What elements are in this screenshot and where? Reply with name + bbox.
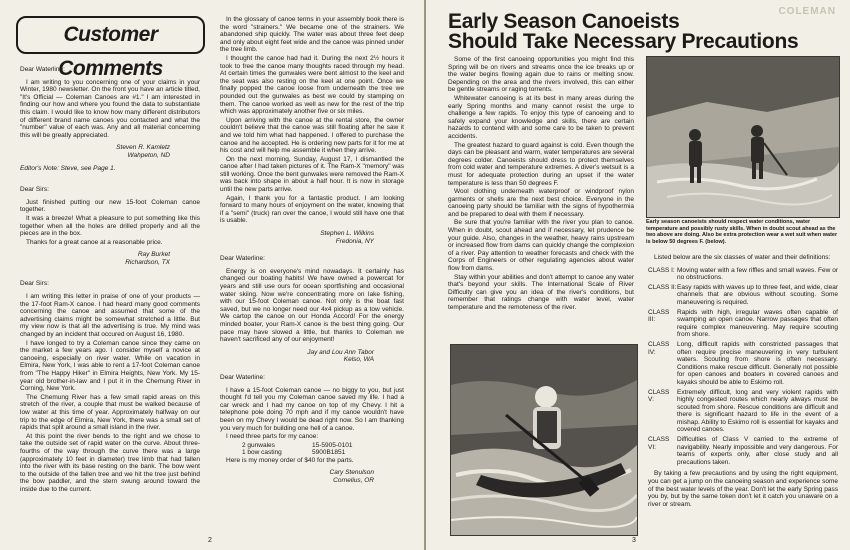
letter3-cont-p5: Again, I thank you for a fantastic product. I am looking forward to many hours of enjoyment on the water, knowing that if a "semi" (truck) ran over the canoe, I would still have one that is usable.: [220, 194, 404, 225]
letter3-cont-p2: I thought the canoe had had it. During the next 2½ hours it took to free the canoe many thoughts raced through my head. At certain times the gunwales were bent almost to the keel and the seat was also resting on the keel at one point. Once we finally popped the canoe loose from underneath the tree we pounded out the gunwales as best we could by stamping on them. The canoe worked as well as new for the rest of the trip which was approximately another five or six miles.: [220, 54, 404, 116]
letter2-p3: Thanks for a great canoe at a reasonable price.: [26, 238, 163, 246]
left-column-2: [220, 16, 404, 490]
letter1-salutation: Dear Waterline:: [20, 66, 65, 73]
class-key: CLASS V:: [648, 388, 670, 404]
article-p1: Some of the first canoeing opportunities you might find this Spring will be on rivers and streams once the ice breaks up or the water begins flowing again due to rains or melting snow. Depending on the area and the rivers involved, this can either be gentle streams or raging torrents.: [448, 56, 634, 94]
letter3-p4: At this point the river bends to the right and we chose to take the outside set of rapid water on the curve. About three-fourths of the way through the curve there was a large (approximately 10 feet in diameter) tree limb that had fallen into the river with its base resting on the bank. The bow went to the outside of the fallen tree and we hit the tree just behind the bow paddler, and the stern swung around toward the inside due to the current.: [20, 432, 200, 493]
article-p4: Wool clothing underneath waterproof or windproof nylon garments or shells are the next best choice. Everyone in the canoeing party should be familiar with the signs of hypothermia and be prepared to deal with them if necessary.: [448, 188, 634, 218]
letter4-signature: Jay and Lou Ann Tabor Kelso, WA: [307, 348, 374, 364]
class-item: [648, 284, 838, 307]
class-item: [648, 341, 838, 387]
part-number: 5900B1851: [312, 449, 346, 457]
class-item: [648, 389, 838, 435]
letter5-closing: Here is my money order of $40 for the parts.: [226, 456, 354, 464]
letter3-p1: I am writing this letter in praise of one of your products — the 17-foot Ram-X canoe. I had heard many good comments concerning the canoe and assumed that some of the advertising claims might be somewhat stretched a little. But my view now is that all the advertising is true. My mind was changed by an incident that occured on August 16, 1980.: [20, 293, 200, 339]
class-definition: Moving water with a few riffles and small waves. Few or no obstructions.: [677, 266, 838, 282]
article-p6: Stay within your abilities and don't attempt to canoe any water that's beyond your skills. The International Scale of River Difficulty can give you an idea of the river's conditions, but remember that ratings change with water level, water temperature and the remoteness of the river.: [448, 273, 634, 311]
class-item: [648, 309, 838, 339]
part-qty: 1 bow casting: [242, 449, 282, 457]
article-headline: [448, 12, 828, 52]
class-definition: Long, difficult rapids with constricted passages that often require precise maneuvering in very turbulent waters. Scouting from shore is often necessary. Conditions make rescue difficult. Generally not possible for open canoes and boaters in covered canoes and kayaks should be able to Eskimo roll.: [677, 340, 838, 386]
article-column-1: [448, 56, 634, 317]
article-p2: Whitewater canoeing is at its best in many areas during the early Spring months and many cannot resist the urge to challenge a few rapids. To enjoy this type of canoeing and to safely expand your knowledge and skills, there are certain hazards to contend with and some care to be taken to prevent accidents.: [448, 94, 634, 140]
left-column-1: [20, 66, 200, 499]
letter4-salutation: Dear Waterline:: [220, 255, 265, 263]
page-number-left: 2: [208, 537, 212, 544]
photo-scouting: [646, 56, 840, 218]
letter3-signature: Stephen L. Wilkins Fredonia, NY: [320, 230, 374, 245]
banner-title: Customer Comments: [58, 23, 163, 80]
letter1-body: I am writing to you concerning one of your claims in your Winter, 1980 newsletter. On the front you have an article titled, "It's Official — Coleman Canoes are #1." I am interested in finding our how and where you found the data to substantiate this claim. I would like to know how many different distributors of different brand name canoes you contacted and what the "number" value of each was. Any and all material concerning this will be greatly appreciated.: [20, 78, 200, 139]
letter2-salutation: Dear Sirs:: [20, 186, 49, 194]
letter3-cont-p4: On the next morning, Sunday, August 17, I dismantled the canoe after I had taken pictures of it. The Ram-X "memory" was still working. Once the bent gunwales were removed the Ram-X was back into shape in about a half hour. It is now in storage until the new parts arrive.: [220, 155, 404, 194]
class-key: CLASS IV:: [648, 340, 670, 356]
letter5-parts-intro: I need three parts for my canoe:: [226, 433, 319, 441]
editor-note: Editor's Note: Steve, see Page 1.: [20, 164, 116, 172]
class-key: CLASS III:: [648, 308, 670, 324]
right-page: [426, 0, 850, 550]
letter3-cont-p3: Upon arriving with the canoe at the rental store, the owner couldn't believe that the canoe was still floating after he saw it and we told him what had happened. I offered to purchase the canoe and he accepted. He is ordering new parts for it for me at his cost and will help me assemble it when they arrive.: [220, 116, 404, 155]
letter3-salutation: Dear Sirs:: [20, 280, 49, 288]
class-definition: Difficulties of Class V carried to the extreme of navigability. Nearly impossible and very dangerous. For teams of experts only, after close study and all precautions taken.: [677, 436, 838, 466]
masthead-ghost: COLEMAN: [778, 6, 836, 17]
letter1-signature: Steven R. Kamletz Wahpeton, ND: [116, 144, 170, 159]
class-definition: Extremely difficult, long and very violent rapids with highly congested routes which nearly always must be scouted from shore. Rescue conditions are difficult and there is significant hazard to life in the event of a mishap. Ability to Eskimo roll is essential for kayaks and covered canoes.: [677, 388, 838, 434]
article-p5: Be sure that you're familiar with the river you plan to canoe. When in doubt, scout ahead and if necessary, let prudence be your guide. Also, changes in the weather, heavy rains upstream or increased flow from dams can quickly change the complexion of a river. Pay attention to weather forecasts and check with the Corps of Engineers or other regulating agencies about water flow from dams.: [448, 219, 634, 273]
photo-caption: Early season canoeists should respect water conditions, water temperature and possibly rusty skills. When in doubt scout ahead as the two above are doing. Also be extra protection wear a wet suit when water is below 50 degrees F. (below).: [646, 219, 838, 245]
letter3-cont-p1: In the glossary of canoe terms in your assembly book there is the word "strainers." We became one of the strainers. We abandoned ship quickly. The water was about three feet deep and only about eight feet wide and the canoe was pinned under the tree limb.: [220, 16, 404, 54]
article-closing: By taking a few precautions and by using the right equipment, you can get a jump on the canoeing season and experience some of the best water levels of the year. Don't let the early Spring pass you by, but by the same token don't let it catch you unaware on a river or stream.: [648, 470, 838, 508]
letter5-signature: Cary Stenulson Cornelius, OR: [329, 469, 374, 485]
letter5-body: I have a 15-foot Coleman canoe — no biggy to you, but just thought I'd tell you my Coleman canoe saved my life. I had a car wreck and I had my canoe on top of my Chevy. I hit a telephone pole doing 70 mph and if my canoe wouldn't have been on my Chevy I would be dead right now. So I am thanking you very much for building one hell of a canoe.: [220, 386, 404, 432]
headline-line-2: Should Take Necessary Precautions: [448, 30, 799, 53]
class-item: [648, 436, 838, 466]
article-column-2: [648, 254, 838, 513]
class-item: [648, 267, 838, 282]
part-row: [242, 442, 404, 450]
article-p3: The greatest hazard to guard against is cold. Even though the days can be pleasant and warm, water temperatures are several degrees colder. Canoeists should dress to protect themselves from cold water and temperature extremes. A diver's wetsuit is a must for adequate protection during an upset if the water temperature is less than 50 degrees F.: [448, 141, 634, 187]
letter3-p3: The Chemung River has a few small rapid areas on this stretch of the river, a couple that must be walked because of low water at this time of year. Approximately halfway on our trip to the edge of Elmira, New York, there was a small set of rapids that split around a small island in the river.: [20, 393, 200, 432]
class-key: CLASS I:: [648, 266, 675, 274]
part-number: 15-5905-0101: [312, 441, 353, 449]
class-key: CLASS VI:: [648, 436, 670, 451]
letter2-p2: It was a breeze! What a pleasure to put something like this together when all the holes are drilled properly and all the pieces are in the box.: [20, 214, 200, 238]
letter2-p1: Just finished putting our new 15-foot Coleman canoe together.: [20, 198, 200, 214]
class-key: CLASS II:: [648, 283, 677, 291]
photo-paddler-image: [451, 345, 637, 535]
letter4-body: Energy is on everyone's mind nowadays. It certainly has changed our boating habits! We have owned a powercat for years and still use ours for ocean sportfishing and occasional water skiing. Now we're concentrating more on lake fishing, with our 15-foot Coleman canoe. Not only is the boat fast saved, but we no longer need our 4x4 pickup as a tow vehicle. We cartop the canoe on our Honda Accord! For the energy minded boater, your Ram-X canoe is the best thing going. Our pace may have slowed a little, but thanks to Coleman we haven't sacrificed any of our enjoyment!: [220, 267, 404, 344]
photo-paddler: [450, 344, 638, 536]
page-number-right: 3: [632, 537, 636, 544]
photo-scouting-image: [647, 57, 839, 217]
class-definition: Easy rapids with waves up to three feet, and wide, clear channels that are obvious without scouting. Some maneuvering is required.: [677, 283, 838, 306]
parts-list: [220, 442, 404, 457]
headline-line-1: Early Season Canoeists: [448, 10, 680, 33]
letter2-signature: Ray Burket Richardson, TX: [125, 251, 170, 266]
letter5-salutation: Dear Waterline:: [220, 373, 265, 381]
classes-list: [648, 267, 838, 467]
left-page: [0, 0, 424, 550]
part-qty: 2 gunwales: [242, 441, 275, 449]
class-definition: Rapids with high, irregular waves often capable of swamping an open canoe. Narrow passages that often require complex maneuvering. May require scouting from shore.: [677, 308, 838, 339]
part-row: [242, 449, 404, 457]
letter3-p2: I have longed to try a Coleman canoe since they came on the market a few years ago. I consider myself a novice at canoeing, especially on river water. While on vacation in Elmira, New York, I was able to rent a 17-foot Coleman canoe from "The Happy Hiker" in Elmira Heights, New York. My 15-year old brother-in-law and I put it in the Chemung River in Corning, New York.: [20, 339, 200, 393]
classes-intro: Listed below are the six classes of water and their definitions:: [654, 254, 831, 261]
